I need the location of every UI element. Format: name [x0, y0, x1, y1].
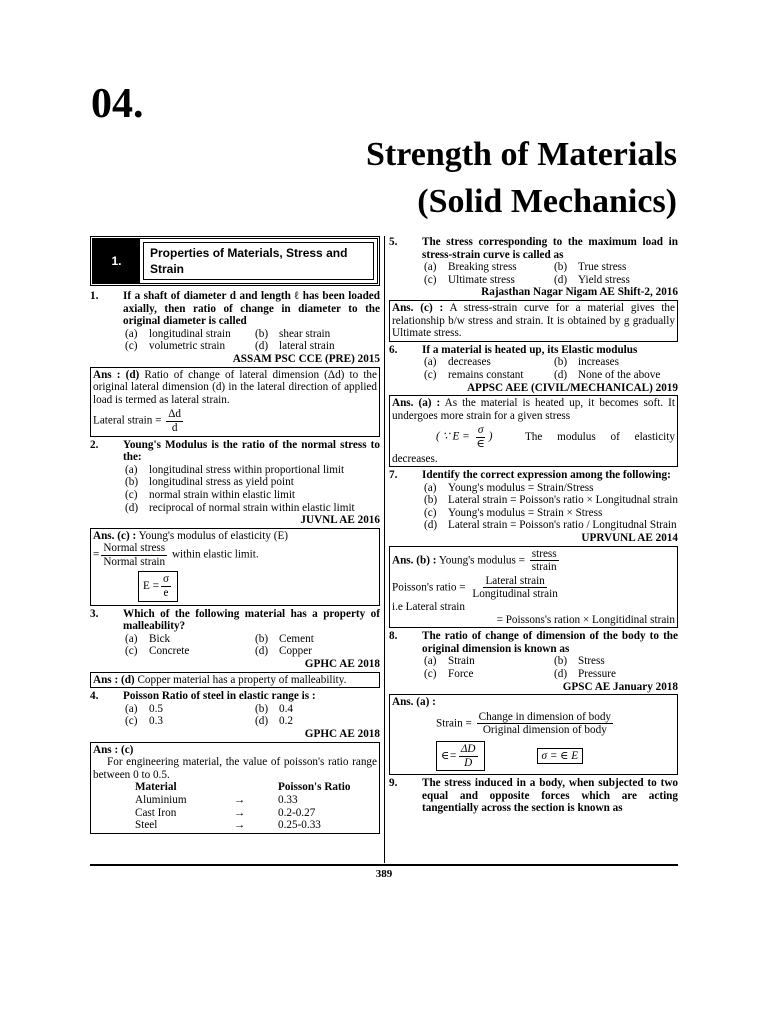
- table-cell: 0.25-0.33: [278, 819, 321, 832]
- question-number: 9.: [389, 777, 398, 790]
- answer-text: Ratio of change of lateral dimension (Δd) to the original lateral dimension (d) in the lateral direction of applied load is termed as lateral strain.: [93, 368, 377, 406]
- option-letter: (c): [424, 668, 437, 680]
- option-text: Bick: [149, 632, 171, 645]
- option-text: longitudinal stress within proportional limit: [149, 463, 345, 476]
- answer-label: Ans. (c) :: [392, 301, 444, 314]
- section-number: 1.: [93, 239, 140, 283]
- fraction: [161, 573, 171, 599]
- exam-source: ASSAM PSC CCE (PRE) 2015: [232, 352, 380, 365]
- fraction: [530, 548, 559, 574]
- fraction: [477, 711, 613, 737]
- option-item: [424, 369, 554, 382]
- option-text: Strain: [448, 655, 475, 668]
- question-text: The ratio of change of dimension of the body to the original dimension is known as: [422, 630, 678, 655]
- option-letter: (d): [424, 519, 438, 532]
- fraction: [470, 575, 559, 601]
- question-number: 2.: [90, 438, 99, 451]
- question-2-options: [90, 464, 380, 514]
- right-column: [389, 236, 678, 815]
- numerator: Normal stress: [103, 542, 166, 555]
- table-cell: 0.2-0.27: [278, 806, 316, 819]
- answer-box: [90, 672, 380, 689]
- question-number: 4.: [90, 690, 99, 703]
- answer-box: [389, 546, 678, 629]
- formula: [93, 408, 377, 434]
- fraction: [166, 408, 183, 434]
- page-number: 389: [375, 868, 393, 880]
- formula-lhs: Young's modulus =: [436, 554, 525, 567]
- question-7: [389, 469, 678, 482]
- option-text: Breaking stress: [448, 261, 517, 274]
- question-text: If a material is heated up, its Elastic modulus: [422, 343, 638, 356]
- option-text: Lateral strain = Poisson's ratio × Longitudnal strain: [448, 494, 678, 507]
- option-item: [554, 274, 678, 287]
- answer-box: [90, 528, 380, 606]
- formula: [93, 542, 377, 568]
- option-letter: (b): [125, 476, 139, 489]
- option-letter: (b): [255, 702, 269, 715]
- option-text: longitudinal strain: [149, 327, 231, 340]
- question-3: [90, 608, 380, 633]
- denominator: Normal strain: [103, 555, 166, 568]
- question-1-options: [90, 328, 380, 353]
- option-letter: (a): [424, 481, 437, 494]
- option-letter: (c): [424, 368, 437, 381]
- option-letter: (c): [125, 340, 138, 353]
- option-text: True stress: [578, 261, 627, 274]
- formula: [436, 711, 675, 737]
- poisson-ratio-table: [135, 781, 354, 831]
- section-title: Properties of Materials, Stress and Strain: [143, 242, 374, 280]
- numerator: stress: [531, 547, 557, 560]
- option-item: [125, 715, 255, 728]
- question-9: [389, 777, 678, 815]
- option-letter: (d): [255, 340, 269, 353]
- option-letter: (a): [125, 327, 138, 340]
- numerator: Lateral strain: [485, 574, 545, 587]
- answer-text: Young's modulus of elasticity (E): [136, 529, 289, 542]
- question-1: [90, 290, 380, 328]
- option-text: 0.4: [279, 702, 293, 715]
- numerator: Δd: [168, 408, 182, 421]
- formula-lhs: E =: [143, 580, 159, 593]
- option-item: [125, 502, 380, 515]
- left-column: [90, 236, 380, 836]
- option-text: remains constant: [448, 368, 524, 381]
- question-text: Young's Modulus is the ratio of the normal stress to the:: [123, 438, 380, 464]
- option-text: 0.5: [149, 702, 163, 715]
- table-row: [135, 794, 354, 807]
- question-text: The stress corresponding to the maximum load in stress-strain curve is called as: [422, 236, 678, 261]
- option-item: [125, 340, 255, 353]
- answer-text: A stress-strain curve for a material gives the relationship b/w stress and strain. It is obtained by g gradually Ultimate stress.: [392, 301, 675, 340]
- answer-box: [389, 300, 678, 342]
- question-text: Poisson Ratio of steel in elastic range is :: [123, 690, 316, 703]
- fraction: [459, 743, 478, 769]
- table-row: [135, 807, 354, 820]
- answer-text: Copper material has a property of malleability.: [134, 673, 347, 686]
- option-letter: (d): [255, 645, 269, 658]
- question-number: 5.: [389, 236, 398, 248]
- option-letter: (a): [424, 655, 437, 668]
- option-letter: (b): [255, 327, 269, 340]
- table-row: [135, 819, 354, 832]
- formula-tail: The modulus of elasticity: [524, 431, 675, 444]
- exam-source: UPRVUNL AE 2014: [581, 532, 678, 545]
- answer-box: [389, 694, 678, 775]
- formula-box: σ = ∈ E: [537, 748, 584, 765]
- arrow-icon: →: [234, 806, 246, 819]
- table-header: Material: [135, 781, 177, 794]
- answer-box: [389, 395, 678, 467]
- formula-box: [138, 571, 178, 601]
- option-text: Ultimate stress: [448, 273, 515, 286]
- option-item: [125, 703, 255, 716]
- option-item: [255, 703, 380, 716]
- numerator: σ: [477, 424, 484, 437]
- table-header: Poisson's Ratio: [278, 781, 351, 794]
- option-letter: (c): [424, 506, 437, 519]
- formula-eq: =: [93, 548, 100, 561]
- question-number: 8.: [389, 630, 398, 643]
- option-letter: (b): [255, 632, 269, 645]
- option-text: Pressure: [578, 668, 616, 680]
- numerator: Change in dimension of body: [478, 710, 612, 723]
- option-item: [554, 369, 678, 382]
- option-letter: (d): [255, 715, 269, 728]
- option-item: [554, 261, 678, 274]
- question-number: 6.: [389, 343, 398, 356]
- question-4-options: [90, 703, 380, 728]
- fraction: [101, 542, 167, 568]
- question-number: 7.: [389, 469, 398, 482]
- answer-label: Ans. (c) :: [93, 529, 137, 542]
- option-letter: (a): [424, 356, 437, 369]
- option-text: increases: [578, 356, 619, 369]
- question-number: 3.: [90, 607, 99, 620]
- chapter-title-line1: Strength of Materials: [366, 136, 677, 173]
- formula-lhs: Strain =: [436, 717, 472, 730]
- footer-rule: [90, 864, 678, 866]
- option-text: 0.2: [279, 715, 293, 728]
- question-7-options: [389, 482, 678, 532]
- option-text: reciprocal of normal strain within elastic limit: [149, 501, 355, 514]
- question-5: [389, 236, 678, 261]
- option-item: [255, 633, 380, 646]
- exam-source: JUVNL AE 2016: [300, 514, 380, 527]
- table-cell: 0.33: [278, 793, 298, 806]
- option-text: Copper: [279, 645, 312, 658]
- option-item: [255, 645, 380, 658]
- option-text: shear strain: [279, 327, 331, 340]
- question-text: If a shaft of diameter d and length ℓ has been loaded axially, then ratio of change in diameter to the original diameter is called: [123, 290, 380, 328]
- option-item: [255, 715, 380, 728]
- answer-text-end: decreases.: [392, 452, 438, 465]
- formula-tail: within elastic limit.: [169, 548, 259, 561]
- table-cell: Steel: [135, 819, 158, 832]
- formula-lhs: ∈=: [441, 749, 457, 762]
- table-cell: Aluminium: [135, 793, 187, 806]
- question-5-options: [389, 261, 678, 286]
- option-letter: (b): [554, 655, 568, 668]
- option-item: [424, 494, 678, 507]
- option-text: decreases: [448, 356, 491, 369]
- option-item: [424, 356, 554, 369]
- option-item: [255, 340, 380, 353]
- exam-source: GPSC AE January 2018: [562, 680, 678, 693]
- denominator: d: [171, 421, 178, 434]
- option-letter: (c): [125, 488, 138, 501]
- denominator: Original dimension of body: [482, 724, 607, 737]
- option-text: Concrete: [149, 645, 190, 658]
- denominator: D: [464, 756, 473, 769]
- formula-lhs: Poisson's ratio =: [392, 581, 466, 594]
- question-6-options: [389, 356, 678, 381]
- option-item: [424, 274, 554, 287]
- option-item: [125, 476, 380, 489]
- answer-text: i.e Lateral strain: [392, 601, 465, 614]
- arrow-icon: →: [234, 819, 246, 832]
- answer-label: Ans. (a) :: [392, 397, 441, 410]
- formula-box: [436, 741, 485, 771]
- formula: ( ∵ E = $\frac{\sigma}{\in}$ ) The modulus of elasticity: [436, 424, 675, 450]
- option-item: [125, 489, 380, 502]
- option-item: [424, 655, 554, 668]
- column-divider: [384, 236, 385, 863]
- option-letter: (d): [125, 501, 139, 514]
- question-8-options: [389, 655, 678, 680]
- exam-source: APPSC AEE (CIVIL/MECHANICAL) 2019: [466, 381, 678, 394]
- exam-source: Rajasthan Nagar Nigam AE Shift-2, 2016: [481, 286, 678, 299]
- chapter-number: 04.: [91, 81, 144, 127]
- question-6: [389, 344, 678, 357]
- fraction: [474, 424, 486, 450]
- numerator: σ: [162, 573, 169, 586]
- option-text: Force: [448, 668, 474, 680]
- denominator: e: [163, 587, 169, 600]
- option-letter: (d): [554, 668, 568, 680]
- option-item: [125, 645, 255, 658]
- option-item: [125, 464, 380, 477]
- option-letter: (a): [424, 261, 437, 274]
- chapter-title-line2: (Solid Mechanics): [417, 183, 677, 220]
- option-text: Young's modulus = Strain/Stress: [448, 481, 594, 494]
- option-item: [424, 261, 554, 274]
- option-letter: (a): [125, 463, 138, 476]
- option-text: None of the above: [578, 368, 661, 381]
- option-item: [554, 655, 678, 668]
- question-text: Which of the following material has a property of malleability?: [123, 607, 380, 633]
- question-text: The stress induced in a body, when subjected to two equal and opposite forces which are acting tangentially across the section is known as: [422, 777, 678, 815]
- option-item: [554, 668, 678, 681]
- option-text: normal strain within elastic limit: [149, 488, 296, 501]
- option-item: [255, 328, 380, 341]
- option-text: Cement: [279, 632, 314, 645]
- answer-label: Ans : (c): [93, 743, 134, 756]
- question-3-options: [90, 633, 380, 658]
- option-letter: (c): [125, 715, 138, 728]
- option-letter: (d): [554, 273, 568, 286]
- exam-source: GPHC AE 2018: [304, 658, 380, 671]
- option-letter: (a): [125, 632, 138, 645]
- option-item: [424, 519, 678, 532]
- question-2: [90, 439, 380, 464]
- answer-label: Ans : (d): [93, 673, 135, 686]
- answer-text: = Poissons's ration × Longitidinal strain: [496, 613, 675, 626]
- option-text: Yield stress: [578, 273, 630, 286]
- option-letter: (b): [424, 494, 438, 507]
- table-cell: Cast Iron: [135, 806, 177, 819]
- option-letter: (b): [554, 356, 568, 369]
- answer-box: [90, 367, 380, 437]
- option-item: [125, 633, 255, 646]
- question-4: [90, 690, 380, 703]
- option-item: [554, 356, 678, 369]
- question-text: Identify the correct expression among the following:: [422, 469, 671, 482]
- option-letter: (a): [125, 702, 138, 715]
- option-text: volumetric strain: [149, 340, 226, 353]
- option-text: 0.3: [149, 715, 163, 728]
- option-text: Stress: [578, 655, 605, 668]
- denominator: strain: [531, 561, 557, 574]
- option-letter: (b): [554, 261, 568, 274]
- question-8: [389, 630, 678, 655]
- answer-text: For engineering material, the value of poisson's ratio range between 0 to 0.5.: [93, 756, 377, 781]
- denominator: ∈: [476, 437, 485, 450]
- option-item: [424, 507, 678, 520]
- denominator: Longitudinal strain: [472, 588, 558, 601]
- exam-source: GPHC AE 2018: [304, 728, 380, 740]
- option-letter: (d): [554, 368, 568, 381]
- option-text: lateral strain: [279, 340, 335, 353]
- formula-lhs: ∵ E =: [442, 430, 470, 443]
- option-text: Lateral strain = Poisson's ratio / Longitudnal Strain: [448, 519, 677, 532]
- option-letter: (c): [125, 645, 138, 658]
- answer-text: As the material is heated up, it becomes soft. It undergoes more strain for a given stress: [392, 397, 675, 422]
- option-item: [424, 482, 678, 495]
- numerator: ΔD: [460, 742, 476, 755]
- option-item: [424, 668, 554, 681]
- arrow-icon: →: [234, 793, 246, 806]
- option-letter: (c): [424, 273, 437, 286]
- option-item: [125, 328, 255, 341]
- question-number: 1.: [90, 290, 99, 302]
- answer-label: Ans. (b) :: [392, 554, 437, 567]
- answer-label: Ans : (d): [93, 368, 140, 381]
- formula-lhs: Lateral strain =: [93, 415, 162, 428]
- answer-box: [90, 742, 380, 834]
- section-heading: [90, 236, 380, 286]
- answer-label: Ans. (a) :: [392, 696, 436, 709]
- option-text: Young's modulus = Strain × Stress: [448, 506, 603, 519]
- option-text: longitudinal stress as yield point: [149, 476, 294, 489]
